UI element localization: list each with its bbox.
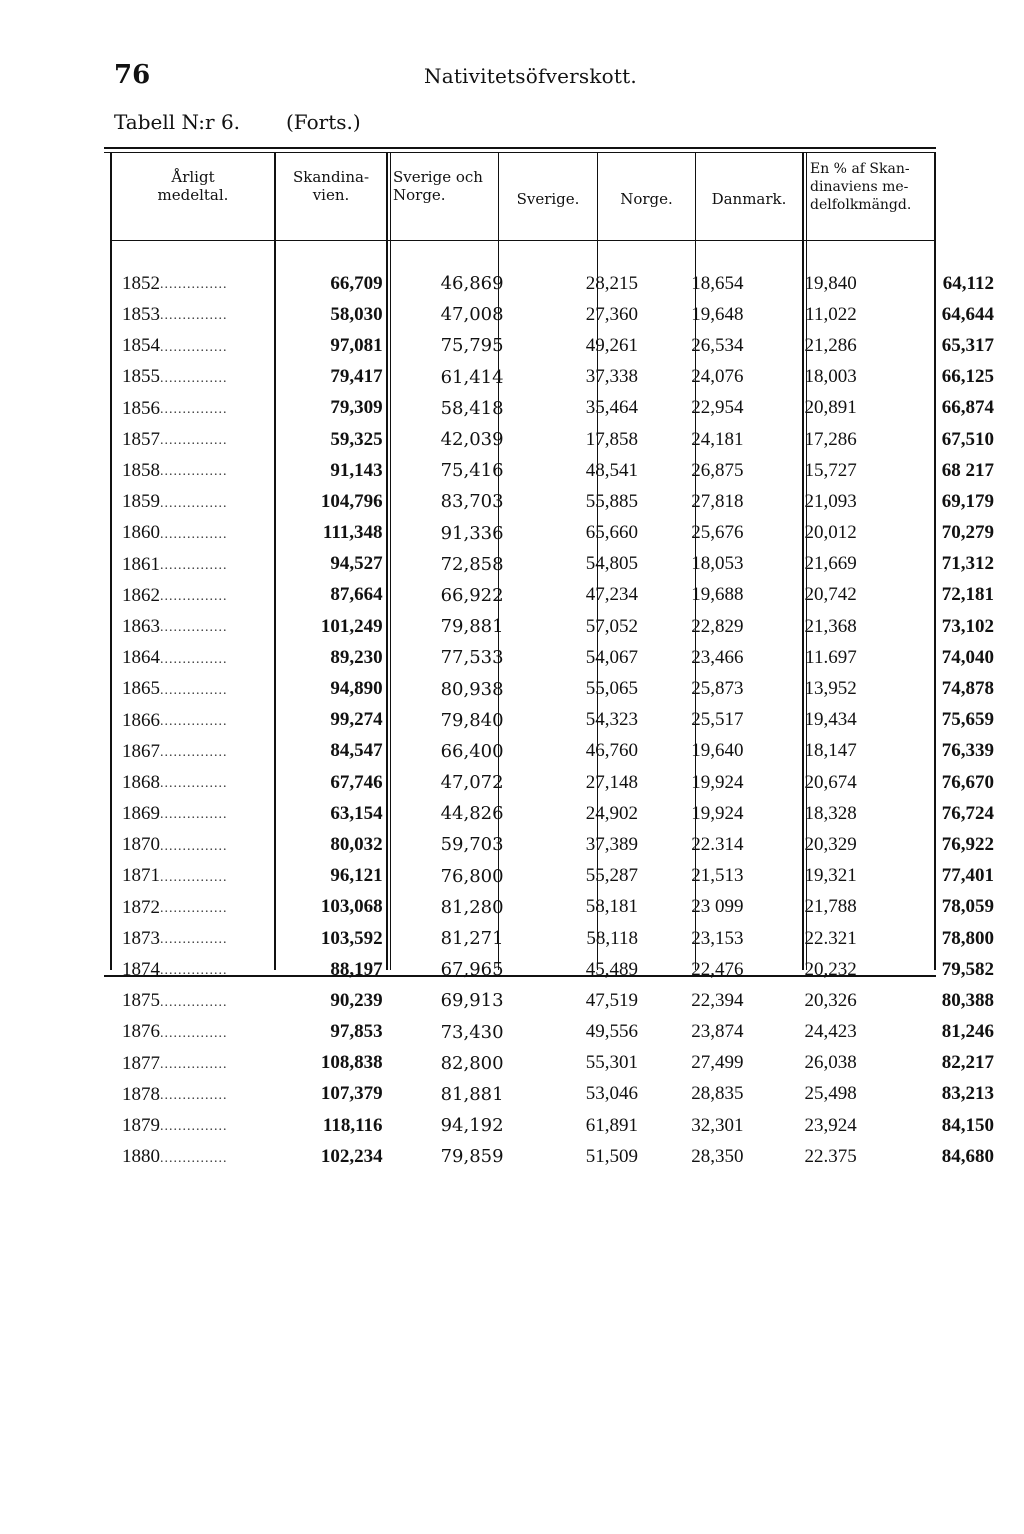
sverige-cell: 58,118	[586, 927, 638, 949]
table-continued-note: (Forts.)	[286, 110, 361, 134]
header-danmark: Danmark.	[711, 190, 787, 208]
top-double-rule-1	[104, 147, 936, 149]
table-row	[110, 455, 1024, 486]
sverige-och-norge-cell: 46,869	[440, 273, 504, 295]
norge-cell: 23,153	[691, 927, 744, 949]
skandinavien-cell: 102,234	[320, 1145, 383, 1167]
table-row	[110, 1017, 1024, 1048]
percent-cell: 84,150	[941, 1114, 994, 1136]
percent-cell: 75,659	[941, 709, 994, 731]
year-cell: 1872...............	[122, 896, 228, 918]
percent-cell: 76,922	[941, 833, 994, 855]
table-row	[110, 954, 1024, 985]
year-cell: 1854...............	[122, 335, 228, 357]
norge-cell: 19,648	[691, 303, 744, 325]
sverige-och-norge-cell: 91,336	[440, 522, 504, 544]
skandinavien-cell: 66,709	[330, 272, 383, 294]
percent-cell: 76,724	[941, 802, 994, 824]
danmark-cell: 20,012	[804, 522, 857, 544]
sverige-och-norge-cell: 82,800	[440, 1052, 504, 1074]
danmark-cell: 20,742	[804, 584, 857, 606]
table-row	[110, 798, 1024, 829]
sverige-och-norge-cell: 79,881	[440, 616, 504, 638]
table-row	[110, 705, 1024, 736]
table-row	[110, 393, 1024, 424]
danmark-cell: 22.321	[804, 927, 857, 949]
danmark-cell: 22.375	[804, 1145, 857, 1167]
sverige-och-norge-cell: 94,192	[440, 1115, 504, 1137]
skandinavien-cell: 59,325	[330, 428, 383, 450]
percent-cell: 80,388	[941, 989, 994, 1011]
sverige-cell: 37,389	[585, 833, 638, 855]
skandinavien-cell: 103,592	[320, 927, 383, 949]
sverige-cell: 17,858	[585, 428, 638, 450]
header-sverige: Sverige.	[516, 190, 580, 208]
header-norge: Norge.	[620, 190, 673, 208]
sverige-cell: 24,902	[585, 802, 638, 824]
table-row	[110, 892, 1024, 923]
norge-cell: 19,688	[691, 584, 744, 606]
sverige-cell: 46,760	[585, 740, 638, 762]
page-number: 76	[114, 60, 151, 90]
skandinavien-cell: 67,746	[330, 771, 383, 793]
sverige-och-norge-cell: 79,859	[440, 1146, 504, 1168]
year-cell: 1855...............	[122, 366, 228, 388]
year-cell: 1859...............	[122, 491, 228, 513]
sverige-cell: 49,556	[585, 1021, 638, 1043]
danmark-cell: 20,674	[804, 771, 857, 793]
table-row	[110, 486, 1024, 517]
table-row	[110, 518, 1024, 549]
year-cell: 1876...............	[122, 1021, 228, 1043]
percent-cell: 74,040	[941, 646, 994, 668]
norge-cell: 25,517	[691, 709, 744, 731]
year-cell: 1877...............	[122, 1052, 228, 1074]
sverige-och-norge-cell: 77,533	[440, 647, 504, 669]
header-year: Årligt medeltal.	[157, 168, 229, 204]
table-row	[110, 736, 1024, 767]
danmark-cell: 20,329	[804, 833, 857, 855]
skandinavien-cell: 89,230	[330, 646, 383, 668]
year-cell: 1863...............	[122, 615, 228, 637]
skandinavien-cell: 79,309	[330, 397, 383, 419]
year-cell: 1880...............	[122, 1146, 228, 1168]
skandinavien-cell: 111,348	[322, 522, 383, 544]
sverige-och-norge-cell: 44,826	[440, 803, 504, 825]
year-cell: 1852...............	[122, 272, 228, 294]
sverige-och-norge-cell: 76,800	[440, 865, 504, 887]
danmark-cell: 21,286	[804, 334, 857, 356]
table-row	[110, 1079, 1024, 1110]
norge-cell: 21,513	[691, 865, 744, 887]
table-row	[110, 673, 1024, 704]
norge-cell: 18,053	[691, 553, 744, 575]
norge-cell: 18,654	[691, 272, 744, 294]
sverige-cell: 28,215	[585, 272, 638, 294]
table-row	[110, 362, 1024, 393]
danmark-cell: 21,788	[804, 896, 857, 918]
percent-cell: 70,279	[941, 522, 994, 544]
skandinavien-cell: 104,796	[320, 490, 383, 512]
sverige-och-norge-cell: 66,922	[440, 584, 504, 606]
sverige-och-norge-cell: 73,430	[440, 1021, 504, 1043]
header-rule	[110, 240, 936, 241]
sverige-och-norge-cell: 81,271	[440, 928, 504, 950]
percent-cell: 78,800	[941, 927, 994, 949]
skandinavien-cell: 87,664	[330, 584, 383, 606]
year-cell: 1873...............	[122, 927, 228, 949]
percent-cell: 66,874	[941, 397, 994, 419]
top-double-rule-2	[104, 152, 936, 153]
skandinavien-cell: 96,121	[330, 865, 383, 887]
table-row	[110, 299, 1024, 330]
norge-cell: 19,924	[691, 802, 744, 824]
sverige-och-norge-cell: 75,795	[440, 335, 504, 357]
sverige-och-norge-cell: 79,840	[440, 709, 504, 731]
table-row	[110, 1048, 1024, 1079]
norge-cell: 26,875	[691, 459, 744, 481]
skandinavien-cell: 94,890	[330, 678, 383, 700]
danmark-cell: 17,286	[804, 428, 857, 450]
sverige-och-norge-cell: 42,039	[440, 429, 504, 451]
header-sverige-och-norge: Sverige och Norge.	[393, 168, 483, 204]
danmark-cell: 19,434	[804, 709, 857, 731]
norge-cell: 22,476	[691, 958, 744, 980]
table-row	[110, 611, 1024, 642]
danmark-cell: 11,022	[805, 303, 857, 325]
sverige-cell: 54,067	[585, 646, 638, 668]
norge-cell: 26,534	[691, 334, 744, 356]
year-cell: 1862...............	[122, 584, 228, 606]
sverige-och-norge-cell: 72,858	[440, 553, 504, 575]
sverige-och-norge-cell: 47,072	[440, 772, 504, 794]
norge-cell: 19,924	[691, 771, 744, 793]
year-cell: 1853...............	[122, 304, 228, 326]
table-row	[110, 1110, 1024, 1141]
sverige-cell: 27,360	[585, 303, 638, 325]
sverige-och-norge-cell: 59,703	[440, 834, 504, 856]
data-table	[110, 268, 1024, 1172]
year-cell: 1857...............	[122, 428, 228, 450]
sverige-cell: 51,509	[585, 1145, 638, 1167]
percent-cell: 84,680	[941, 1145, 994, 1167]
sverige-cell: 54,805	[585, 553, 638, 575]
table-row	[110, 861, 1024, 892]
skandinavien-cell: 108,838	[320, 1052, 383, 1074]
skandinavien-cell: 103,068	[320, 896, 383, 918]
skandinavien-cell: 101,249	[320, 615, 383, 637]
year-cell: 1871...............	[122, 865, 228, 887]
table-row	[110, 1141, 1024, 1172]
year-cell: 1878...............	[122, 1083, 228, 1105]
danmark-cell: 23,924	[804, 1114, 857, 1136]
skandinavien-cell: 79,417	[330, 366, 383, 388]
norge-cell: 27,499	[691, 1052, 744, 1074]
norge-cell: 24,181	[691, 428, 744, 450]
danmark-cell: 18,003	[804, 366, 857, 388]
sverige-cell: 49,261	[585, 334, 638, 356]
sverige-och-norge-cell: 81,280	[440, 896, 504, 918]
skandinavien-cell: 91,143	[330, 459, 383, 481]
norge-cell: 32,301	[691, 1114, 744, 1136]
sverige-och-norge-cell: 80,938	[440, 678, 504, 700]
skandinavien-cell: 63,154	[330, 802, 383, 824]
sverige-cell: 55,065	[585, 678, 638, 700]
year-cell: 1868...............	[122, 771, 228, 793]
skandinavien-cell: 97,853	[330, 1021, 383, 1043]
year-cell: 1860...............	[122, 522, 228, 544]
danmark-cell: 21,093	[804, 490, 857, 512]
sverige-och-norge-cell: 61,414	[440, 366, 504, 388]
year-cell: 1864...............	[122, 647, 228, 669]
percent-cell: 66,125	[941, 366, 994, 388]
danmark-cell: 11.697	[805, 646, 857, 668]
skandinavien-cell: 84,547	[330, 740, 383, 762]
sverige-och-norge-cell: 83,703	[440, 491, 504, 513]
danmark-cell: 18,147	[804, 740, 857, 762]
percent-cell: 81,246	[941, 1021, 994, 1043]
sverige-och-norge-cell: 69,913	[440, 990, 504, 1012]
sverige-cell: 57,052	[585, 615, 638, 637]
sverige-cell: 35,464	[585, 397, 638, 419]
year-cell: 1875...............	[122, 990, 228, 1012]
percent-cell: 82,217	[941, 1052, 994, 1074]
percent-cell: 64,112	[942, 272, 994, 294]
sverige-cell: 58,181	[585, 896, 638, 918]
year-cell: 1861...............	[122, 553, 228, 575]
skandinavien-cell: 90,239	[330, 989, 383, 1011]
percent-cell: 67,510	[941, 428, 994, 450]
year-cell: 1879...............	[122, 1114, 228, 1136]
percent-cell: 76,339	[941, 740, 994, 762]
sverige-cell: 65,660	[585, 522, 638, 544]
danmark-cell: 25,498	[804, 1083, 857, 1105]
skandinavien-cell: 99,274	[330, 709, 383, 731]
table-row	[110, 985, 1024, 1016]
sverige-cell: 47,234	[585, 584, 638, 606]
danmark-cell: 19,840	[804, 272, 857, 294]
sverige-och-norge-cell: 66,400	[440, 740, 504, 762]
year-cell: 1874...............	[122, 959, 228, 981]
table-row	[110, 424, 1024, 455]
percent-cell: 79,582	[941, 958, 994, 980]
percent-cell: 77,401	[941, 865, 994, 887]
percent-cell: 83,213	[941, 1083, 994, 1105]
percent-cell: 76,670	[941, 771, 994, 793]
year-cell: 1870...............	[122, 834, 228, 856]
norge-cell: 25,676	[691, 522, 744, 544]
skandinavien-cell: 58,030	[330, 303, 383, 325]
sverige-cell: 55,287	[585, 865, 638, 887]
danmark-cell: 20,232	[804, 958, 857, 980]
year-cell: 1869...............	[122, 803, 228, 825]
running-title: Nativitetsöfverskott.	[424, 64, 637, 88]
table-row	[110, 580, 1024, 611]
percent-cell: 73,102	[941, 615, 994, 637]
danmark-cell: 18,328	[804, 802, 857, 824]
skandinavien-cell: 118,116	[322, 1114, 383, 1136]
norge-cell: 28,350	[691, 1145, 744, 1167]
percent-cell: 64,644	[941, 303, 994, 325]
danmark-cell: 20,891	[804, 397, 857, 419]
danmark-cell: 21,368	[804, 615, 857, 637]
table-row	[110, 642, 1024, 673]
sverige-och-norge-cell: 75,416	[440, 460, 504, 482]
table-row	[110, 330, 1024, 361]
skandinavien-cell: 94,527	[330, 553, 383, 575]
sverige-och-norge-cell: 47,008	[440, 304, 504, 326]
header-percent-of-population: En % af Skan- dinaviens me- delfolkmängd.	[810, 161, 912, 213]
sverige-cell: 45,489	[585, 958, 638, 980]
table-row	[110, 549, 1024, 580]
percent-cell: 68 217	[941, 459, 994, 481]
norge-cell: 24,076	[691, 366, 744, 388]
sverige-cell: 48,541	[585, 459, 638, 481]
header-skandinavien: Skandina- vien.	[292, 168, 370, 204]
danmark-cell: 24,423	[804, 1021, 857, 1043]
year-cell: 1867...............	[122, 740, 228, 762]
sverige-cell: 37,338	[585, 366, 638, 388]
norge-cell: 22.314	[691, 833, 744, 855]
danmark-cell: 26,038	[804, 1052, 857, 1074]
percent-cell: 65,317	[941, 334, 994, 356]
norge-cell: 28,835	[691, 1083, 744, 1105]
table-row	[110, 268, 1024, 299]
year-cell: 1856...............	[122, 397, 228, 419]
skandinavien-cell: 88,197	[330, 958, 383, 980]
year-cell: 1865...............	[122, 678, 228, 700]
norge-cell: 27,818	[691, 490, 744, 512]
norge-cell: 23,874	[691, 1021, 744, 1043]
table-row	[110, 923, 1024, 954]
skandinavien-cell: 107,379	[320, 1083, 383, 1105]
norge-cell: 22,394	[691, 989, 744, 1011]
table-row	[110, 829, 1024, 860]
sverige-cell: 55,885	[585, 490, 638, 512]
sverige-cell: 47,519	[585, 989, 638, 1011]
sverige-och-norge-cell: 58,418	[440, 397, 504, 419]
percent-cell: 72,181	[941, 584, 994, 606]
norge-cell: 22,829	[691, 615, 744, 637]
percent-cell: 71,312	[941, 553, 994, 575]
sverige-och-norge-cell: 81,881	[440, 1083, 504, 1105]
year-cell: 1858...............	[122, 460, 228, 482]
danmark-cell: 13,952	[804, 678, 857, 700]
danmark-cell: 15,727	[804, 459, 857, 481]
table-caption: Tabell N:r 6.	[114, 110, 241, 134]
sverige-cell: 53,046	[585, 1083, 638, 1105]
sverige-cell: 54,323	[585, 709, 638, 731]
sverige-cell: 55,301	[585, 1052, 638, 1074]
sverige-cell: 27,148	[585, 771, 638, 793]
norge-cell: 19,640	[691, 740, 744, 762]
danmark-cell: 20,326	[804, 989, 857, 1011]
norge-cell: 23 099	[691, 896, 744, 918]
norge-cell: 22,954	[691, 397, 744, 419]
percent-cell: 78,059	[941, 896, 994, 918]
danmark-cell: 21,669	[804, 553, 857, 575]
skandinavien-cell: 80,032	[330, 833, 383, 855]
skandinavien-cell: 97,081	[330, 334, 383, 356]
year-cell: 1866...............	[122, 709, 228, 731]
norge-cell: 25,873	[691, 678, 744, 700]
table-row	[110, 767, 1024, 798]
percent-cell: 69,179	[941, 490, 994, 512]
sverige-cell: 61,891	[585, 1114, 638, 1136]
norge-cell: 23,466	[691, 646, 744, 668]
percent-cell: 74,878	[941, 678, 994, 700]
danmark-cell: 19,321	[804, 865, 857, 887]
sverige-och-norge-cell: 67,965	[440, 959, 504, 981]
